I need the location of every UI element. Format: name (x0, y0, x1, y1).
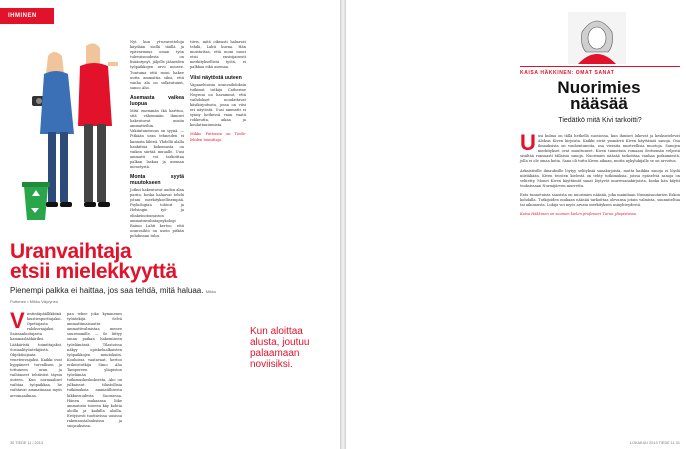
column-1 (10, 308, 62, 399)
subheading-3: Viisi näytöstä uuteen (190, 74, 242, 81)
author-signoff: Kaisa Häkkinen on suomen kielen professori Turun yliopistossa. (520, 212, 637, 217)
dropcap: V (10, 308, 25, 333)
column-1-text: iestintäpäällikkönä hiustiesporttajaksi. Opettajasta valokuvaajaksi. Sairaanhoitajasta hammaslääkäriksi. Lääkäristä toimittajaksi. Sosiaalityöntekijästä. Objektioijaata venetenvaijaksi. Kaikki ovat hyppäneet turvallisen ja tottuneen uran ja vaihtaneet tehtäväst täysin uuteen. Kun normaaliset vaihtaa työpaikkaa, he vaihtavat ammatinaan myös arvomaailmaa. (10, 312, 62, 398)
right-column-text-1: usi kulma on tällä hetkellä suosiossa, kun ihmiset lukevat ja keskustelevat Aleksis Kiven kirjoista. Kaikki eivät ymmärrä Kiven käyttämiä sanoja. Osa ilmauksista on vanhentuneita, osa vieraita murteellisia muotoja. Sanojen merkitykset ovat muuttuneet. Kiven tunnetuin romaani Seitsemän veljestä sisältää runsaasti tällaisia sanoja. Nuorimies nääsää tarkoittaa vanhaa poikamiestä, jolla ei ole omaa kotia. Sana oli tuttu Kiven aikaan, mutta nykylukijalle se on arvoitus. (520, 134, 680, 164)
right-column-text-3: Eräs tunnetuista sanoista on nuorimies nääsää, joka mainitaan Nummisuutarien Eskon kohdalla. Tutkijoiden mukaan nääsää tarkoittaa olevansa jotain valmista, suunniteltua tai aikomusta. Lukija voi myös arvata merkityksen asiayhteydestä. (520, 192, 680, 208)
subheading-1: Asemasta vaikea luopua (130, 94, 184, 107)
pull-quote: Kun aloittaa alusta, joutuu palaamaan noviisiksi. (250, 326, 310, 370)
column-deck: Tiedätkö mitä Kivi tarkoitti? (558, 117, 642, 124)
article-deck (10, 286, 220, 306)
column-4 (190, 40, 246, 147)
column-3-text-a: Nyt kun yt-neuvotteluja käydään siellä täällä ja epävarmuus oman työn tulevaisuudesta on lisääntynyt, jäljelle jääneiden työpaikkojen arvo nousee. Tuntuma että moni hakee uutta ammattia siksi, että vanha ala on sulkeutunut, sanoo Aho. (130, 40, 184, 90)
headline-line-2: etsii mielekkyyttä (10, 260, 177, 283)
column-2-text: pan tekee joka kymmenes työntekijä. Selvä ammattimaisuutta ammattivalmistaa menee suuremmille. — Se liittyy oman paikan hakemiseen työelämässä. Tilastoissa näkyy opiskelualkaisten työpaikkojen muutoksiin. Kouluissa vaatavaat, kertoo erikoistutkija Simo Aho Tampereen yliopiston työelämän tutkimuskeskuksesta. Aho on julkaissut tilastollisia tutkimuksia ammatillisesta liikkuvuudesta Suomessa. Hänen mukaansa liike ammatista toiseen käy kohtia aloilla ja kaikilla aloilla. Erityisesti tuottavissa uusissa rakennustalouksissa ja suojauksissa. (67, 312, 122, 429)
column-3 (130, 40, 184, 243)
title-line-1: Nuorimies (557, 78, 641, 97)
column-title (542, 80, 656, 112)
right-column-body (520, 130, 680, 221)
column-kicker: KAISA HÄKKINEN: OMAT SANAT (520, 70, 615, 76)
column-4-text-a: tiivis, mitä oikeasti haluavat tehdä, Lahti kuvaa. Hän muistuttaa, että moni nuori etsii ensisijaisesti merkityksellistä työtä, ei palkkaa eikä asemaa. (190, 40, 246, 70)
byline: Mikko Puttonen • Mikko Väyrynen (10, 289, 217, 304)
right-folio: LOKAKUU 2013 TIEDE 11 31 (629, 441, 680, 445)
column-3-text-c: Jotkut hakeutuvat uuden alan pariin, koska haluavat tehdä jotain merkityksellisempää. Psykologian tohtori ja Helsingin työ- ja elinkeinotoimiston ammatinvalintapsykologi Raimo Lahti kertoo, että uranvaihto on usein pitkän pohdinnan tulos. (130, 188, 184, 238)
headline-line-1: Uranvaihtaja (10, 240, 132, 263)
column-3-text-b: Mitä enemmän ikä karttuu, sitä vähemmän ihmiset hakeutuvat uusiin ammatteihin. Vakiintuneisuus on syynä. — Pitkään uran tehneiden ei kannata lähteä. Yhdellä alalla hankittua kokemusta on vaikea siirtää muualle. Uusi ammatti voi tarkoittaa palkan laskua ja aseman menetystä. (130, 108, 184, 169)
right-dropcap: U (520, 130, 536, 155)
career-change-illustration (4, 36, 122, 236)
author-note: Mikko Puttonen on Tiede-lehden toimittaja. (190, 132, 246, 142)
recycle-bin-icon (22, 182, 50, 220)
title-line-2: nääsää (570, 94, 628, 113)
right-column-text-2: Arkaistisille ilmauksille löytyy selityksiä sanakirjoista, mutta kaikkia sanoja ei löydä niistäkään. Kiven teosten kielestä on tehty tutkimuksia, joissa epäselviä sanoja on selitetty. Monet Kiven käyttämät sanat löytyvät murresanakirjoista, koska hän käytti teoksissaan Nurmijärven murretta. (520, 168, 680, 188)
article-headline (10, 242, 177, 282)
column-rule (520, 66, 680, 67)
left-folio: 30 TIEDE 11 / 2013 (10, 441, 43, 445)
right-page (346, 0, 686, 449)
left-page (0, 0, 340, 449)
column-2 (67, 312, 122, 429)
deck-text: Pienempi palkka ei haittaa, jos saa tehdä, mitä haluaa. (10, 286, 204, 295)
section-tab: IHMINEN (0, 8, 54, 24)
portrait-image (568, 12, 626, 64)
subheading-2: Monta syytä muutokseen (130, 174, 184, 187)
column-4-text-b: Vapaaehtoisia uranvaihdoksia tutkinut tutkija Catherine Negroni on havainnut, että vaihdokset noudattavat käsikirjoitusta, jossa on viisi eri näytöstä. Uusi ammatti ei synny hetkessä vaan vaatii rohkeutta, aikaa ja kouluttautumista. (190, 82, 246, 128)
